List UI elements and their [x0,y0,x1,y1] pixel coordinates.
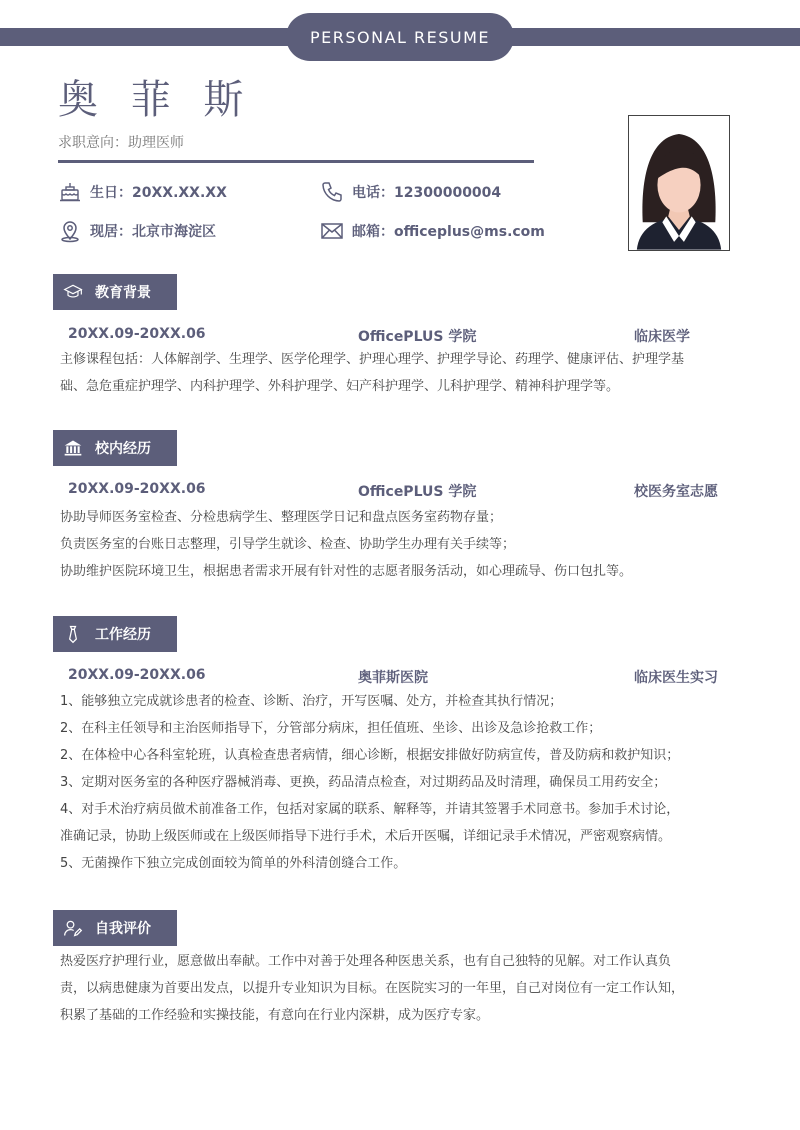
location-pin-icon [58,219,82,243]
work-role: 临床医生实习 [634,670,718,686]
text-line: 准确记录，协助上级医师或在上级医师指导下进行手术，术后开医嘱，详细记录手术情况，严密观察病情。 [60,829,672,844]
section-campus-title: 校内经历 [95,441,151,457]
phone-icon [320,180,344,204]
graduation-cap-icon [63,282,83,302]
text-line: 责，以病患健康为首要出发点，以提升专业知识为目标。在医院实习的一年里，自己对岗位有一定工作认知， [60,981,685,996]
text-line: 1、能够独立完成就诊患者的检查、诊断、治疗，开写医嘱、处方，并检查其执行情况； [60,694,563,709]
user-edit-icon [63,918,83,938]
text-line: 础、急危重症护理学、内科护理学、外科护理学、妇产科护理学、儿科护理学、精神科护理学等。 [60,379,620,394]
email-text: 邮箱：officeplus@ms.com [352,224,545,240]
text-line: 5、无菌操作下独立完成创面较为简单的外科清创缝合工作。 [60,856,407,871]
self-description [60,948,750,1029]
text-line: 2、在体检中心各科室轮班，认真检查患者病情，细心诊断，根据安排做好防病宣传，普及防病和救护知识； [60,748,680,763]
campus-date: 20XX.09-20XX.06 [68,481,206,497]
avatar-illustration [629,116,729,250]
text-line: 协助维护医院环境卫生，根据患者需求开展有针对性的志愿者服务活动，如心理疏导、伤口包扎等。 [60,564,633,579]
section-self-header [53,910,177,946]
work-date: 20XX.09-20XX.06 [68,667,206,683]
education-school: OfficePLUS 学院 [358,329,477,345]
work-description [60,688,750,877]
education-date: 20XX.09-20XX.06 [68,326,206,342]
text-line: 协助导师医务室检查、分检患病学生、整理医学日记和盘点医务室药物存量； [60,510,503,525]
candidate-name: 奥 菲 斯 [58,77,254,123]
text-line: 积累了基础的工作经验和实操技能，有意向在行业内深耕，成为医疗专家。 [60,1008,490,1023]
education-description [60,346,750,400]
necktie-icon [63,624,83,644]
info-phone [320,180,501,204]
info-email [320,219,545,243]
text-line: 负责医务室的台账日志整理，引导学生就诊、检查、协助学生办理有关手续等； [60,537,516,552]
text-line: 热爱医疗护理行业，愿意做出奉献。工作中对善于处理各种医患关系，也有自己独特的见解。对工作认真负 [60,954,672,969]
info-address [58,219,216,243]
job-intent: 求职意向：助理医师 [58,135,184,151]
envelope-icon [320,219,344,243]
profile-photo [628,115,730,251]
phone-text: 电话：12300000004 [352,185,502,201]
section-work-title: 工作经历 [95,627,151,643]
text-line: 3、定期对医务室的各种医疗器械消毒、更换，药品清点检查，对过期药品及时清理，确保员工用药安全； [60,775,667,790]
cake-icon [58,180,82,204]
text-line: 主修课程包括：人体解剖学、生理学、医学伦理学、护理心理学、护理学导论、药理学、健康评估、护理学基 [60,352,685,367]
campus-role: 校医务室志愿 [634,484,718,500]
divider [58,160,534,163]
work-company: 奥菲斯医院 [358,670,428,686]
text-line: 4、对手术治疗病员做术前准备工作，包括对家属的联系、解释等，并请其签署手术同意书。参加手术讨论， [60,802,680,817]
resume-banner: PERSONAL RESUME [286,13,514,61]
education-major: 临床医学 [634,329,690,345]
section-education-title: 教育背景 [95,285,151,301]
section-education-header [53,274,177,310]
section-self-title: 自我评价 [95,921,151,937]
address-text: 现居：北京市海淀区 [90,224,216,240]
school-building-icon [63,438,83,458]
birth-text: 生日：20XX.XX.XX [90,185,227,201]
text-line: 2、在科主任领导和主治医师指导下，分管部分病床，担任值班、坐诊、出诊及急诊抢救工作； [60,721,602,736]
section-campus-header [53,430,177,466]
campus-school: OfficePLUS 学院 [358,484,477,500]
section-work-header [53,616,177,652]
info-birth [58,180,227,204]
campus-description [60,504,750,585]
